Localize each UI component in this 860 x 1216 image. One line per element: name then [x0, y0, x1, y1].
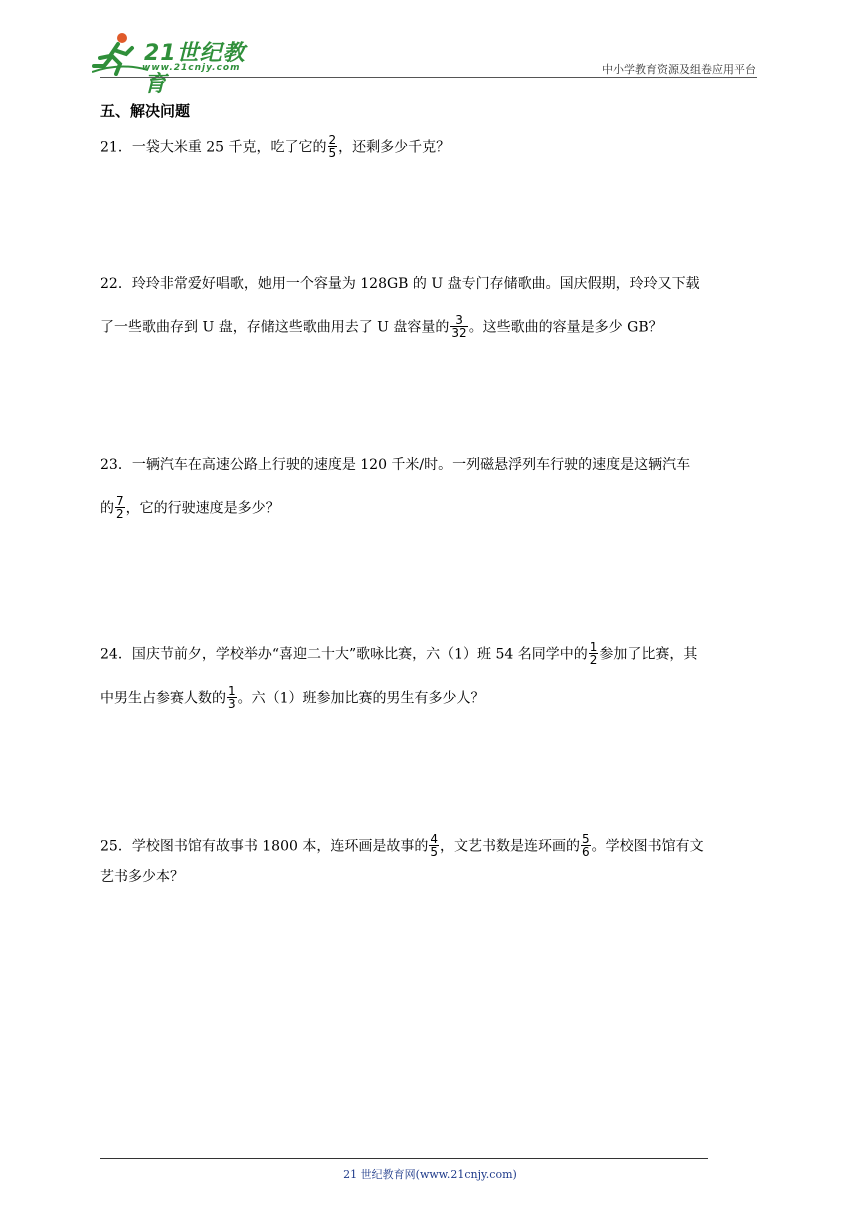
question-line: 了一些歌曲存到 U 盘，存储这些歌曲用去了 U 盘容量的 $\frac{3}{32}$ 。这些歌曲的容量是多少 GB？	[100, 313, 663, 340]
fraction: $\frac{7}{2}$	[116, 494, 124, 521]
page-header	[0, 0, 860, 97]
header-divider	[100, 77, 757, 78]
logo-title: 21世纪教育	[144, 41, 246, 97]
fraction: $\frac{1}{2}$	[589, 640, 598, 667]
footer-divider	[100, 1158, 708, 1159]
question-line: 23．一辆汽车在高速公路上行驶的速度是 120 千米/时。一列磁悬浮列车行驶的速度是这辆汽车	[100, 457, 691, 473]
question-line: 24．国庆节前夕，学校举办“喜迎二十大”歌咏比赛，六（1）班 54 名同学中的 $\frac{1}{2}$ 参加了比赛，其	[100, 640, 698, 667]
footer-text: 21 世纪教育网(www.21cnjy.com)	[343, 1168, 517, 1181]
question-line: 22．玲玲非常爱好唱歌，她用一个容量为 128GB 的 U 盘专门存储歌曲。国庆假期，玲玲又下载	[100, 276, 700, 292]
site-logo	[92, 32, 262, 97]
logo-url: www.21cnjy.com	[142, 63, 241, 73]
section-title: 五、解决问题	[100, 102, 191, 120]
question-line: 艺书多少本？	[100, 869, 184, 885]
fraction: $\frac{4}{5}$	[430, 832, 438, 859]
running-man-icon	[92, 32, 148, 76]
fraction: $\frac{2}{5}$	[328, 133, 337, 160]
question-line: 25．学校图书馆有故事书 1800 本，连环画是故事的 $\frac{4}{5}$ ，文艺书数是连环画的 $\frac{5}{6}$ 。学校图书馆有文	[100, 832, 704, 859]
question-line: 中男生占参赛人数的 $\frac{1}{3}$ 。六（1）班参加比赛的男生有多少人？	[100, 684, 485, 711]
fraction: $\frac{1}{3}$	[228, 684, 236, 711]
fraction: $\frac{5}{6}$	[581, 832, 590, 859]
fraction: $\frac{3}{32}$	[451, 313, 467, 340]
header-platform-text: 中小学教育资源及组卷应用平台	[602, 63, 756, 76]
question-line: 21．一袋大米重 25 千克，吃了它的 $\frac{2}{5}$ ，还剩多少千克？	[100, 133, 451, 160]
question-line: 的 $\frac{7}{2}$ ，它的行驶速度是多少？	[100, 494, 280, 521]
